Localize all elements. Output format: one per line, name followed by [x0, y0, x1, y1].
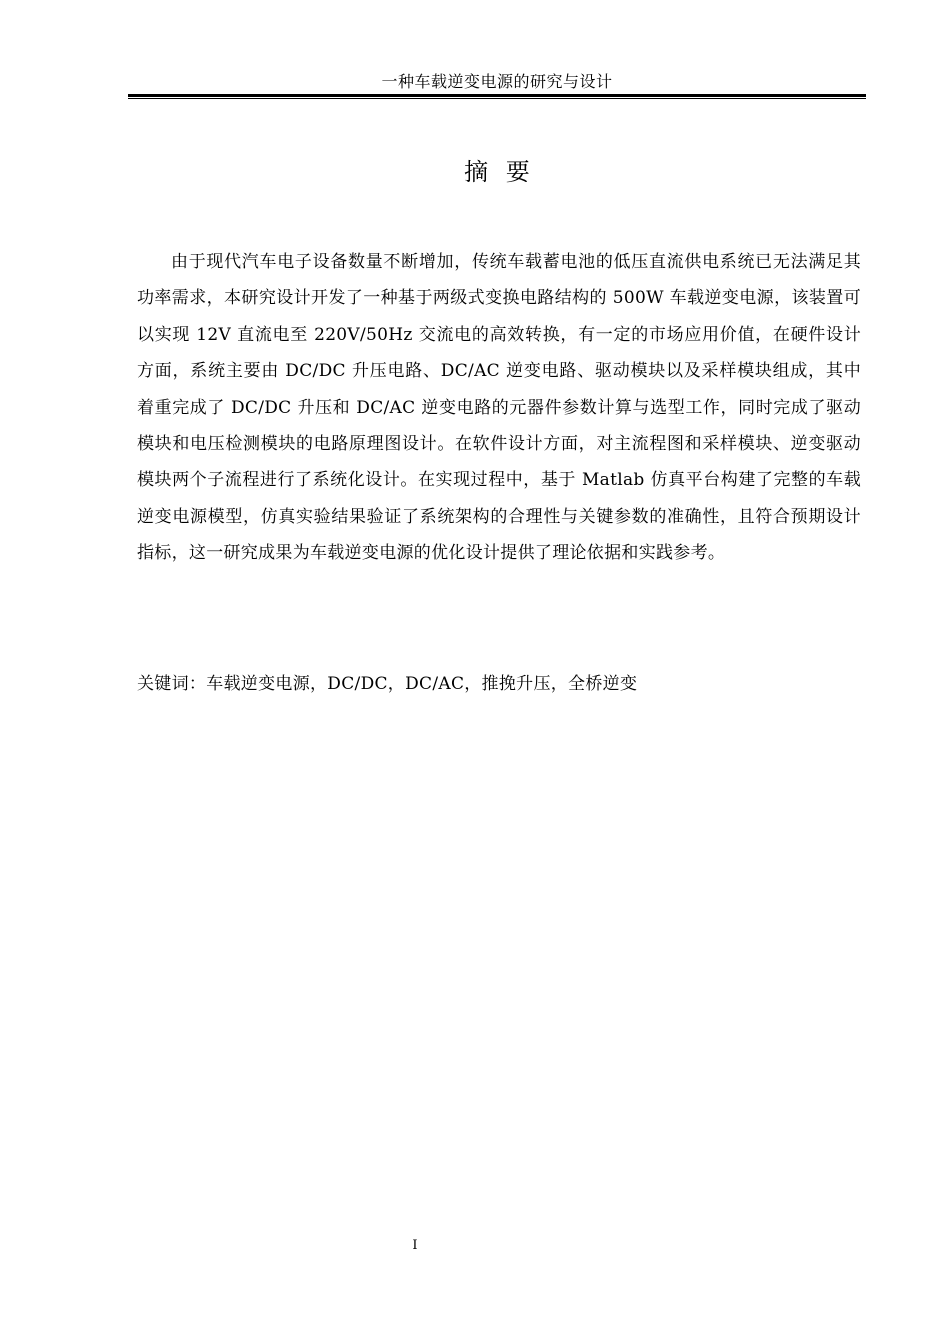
page-number: I: [412, 1238, 418, 1253]
keywords-value: 车载逆变电源，DC/DC，DC/AC，推挽升压，全桥逆变: [206, 674, 638, 694]
abstract-body: 由于现代汽车电子设备数量不断增加，传统车载蓄电池的低压直流供电系统已无法满足其功率需求，本研究设计开发了一种基于两级式变换电路结构的 500W 车载逆变电源，该装置可以实现 12V 直流电至 220V/50Hz 交流电的高效转换，有一定的市场应用价值，在硬件设计方面，系统主要由 DC/DC 升压电路、DC/AC 逆变电路、驱动模块以及采样模块组成，其中着重完成了 DC/DC 升压和 DC/AC 逆变电路的元器件参数计算与选型工作，同时完成了驱动模块和电压检测模块的电路原理图设计。在软件设计方面，对主流程图和采样模块、逆变驱动模块两个子流程进行了系统化设计。在实现过程中，基于 Matlab 仿真平台构建了完整的车载逆变电源模型，仿真实验结果验证了系统架构的合理性与关键参数的准确性，且符合预期设计指标，这一研究成果为车载逆变电源的优化设计提供了理论依据和实践参考。: [137, 252, 861, 564]
header-rule-thick: [128, 94, 866, 97]
running-header-title: 一种车载逆变电源的研究与设计: [381, 72, 613, 91]
header-rule-thin: [128, 98, 866, 99]
keywords-line: [137, 670, 861, 698]
keywords-label: 关键词：: [137, 674, 207, 694]
abstract-title: 摘 要: [464, 158, 530, 186]
